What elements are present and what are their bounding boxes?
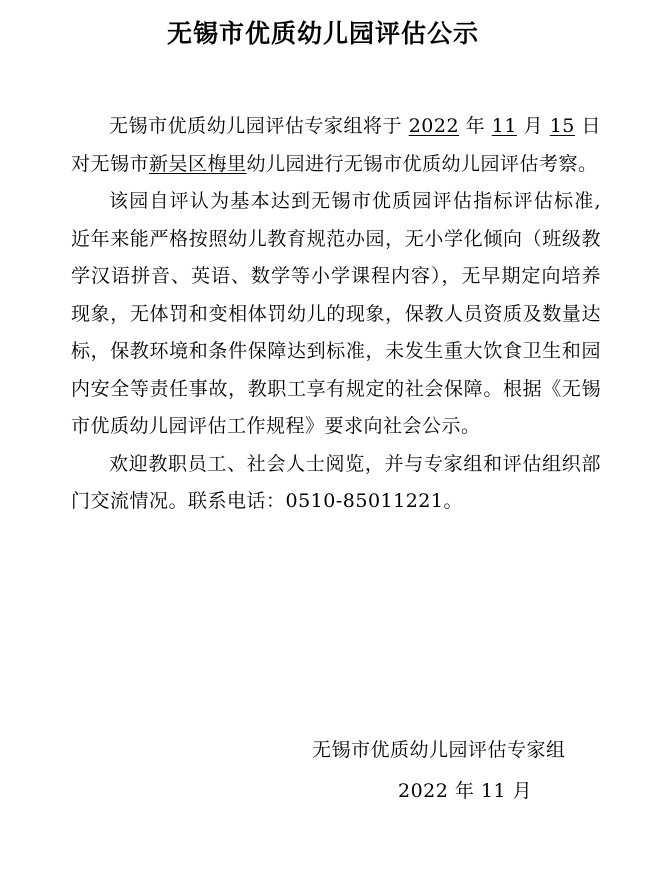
paragraph-assessment: 该园自评认为基本达到无锡市优质园评估指标评估标准,近年来能严格按照幼儿教育规范办园，无小学化倾向（班级教学汉语拼音、英语、数学等小学课程内容），无早期定向培养现象，无体罚和变相体罚幼儿的现象，保教人员资质及数量达标，保教环境和条件保障达到标准，未发生重大饮食卫生和园内安全等责任事故，教职工享有规定的社会保障。根据《无锡市优质幼儿园评估工作规程》要求向社会公示。 bbox=[71, 190, 601, 437]
district-name: 新吴区 bbox=[149, 152, 208, 175]
evaluation-year: 2022 bbox=[408, 115, 460, 137]
intro-mid: 对无锡市 bbox=[71, 152, 150, 175]
evaluation-month: 11 bbox=[491, 115, 517, 137]
intro-suffix: 幼儿园进行无锡市优质幼儿园评估考察。 bbox=[246, 152, 598, 175]
paragraph-contact: 欢迎教职员工、社会人士阅览，并与专家组和评估组织部门交流情况。联系电话：0510-85011221。 bbox=[71, 452, 601, 512]
page-title: 无锡市优质幼儿园评估公示 bbox=[166, 19, 479, 48]
evaluation-day: 15 bbox=[549, 115, 575, 137]
month-unit: 月 bbox=[523, 115, 544, 137]
notice-body bbox=[71, 108, 601, 521]
year-unit: 年 bbox=[465, 115, 486, 137]
day-unit: 日 bbox=[581, 115, 602, 137]
intro-prefix: 无锡市优质幼儿园评估专家组将于 bbox=[109, 115, 403, 137]
paragraph-intro bbox=[71, 108, 601, 183]
town-name: 梅里 bbox=[207, 152, 247, 175]
signature-date: 2022 年 11 月 bbox=[398, 780, 533, 802]
signature-org: 无锡市优质幼儿园评估专家组 bbox=[312, 739, 566, 761]
